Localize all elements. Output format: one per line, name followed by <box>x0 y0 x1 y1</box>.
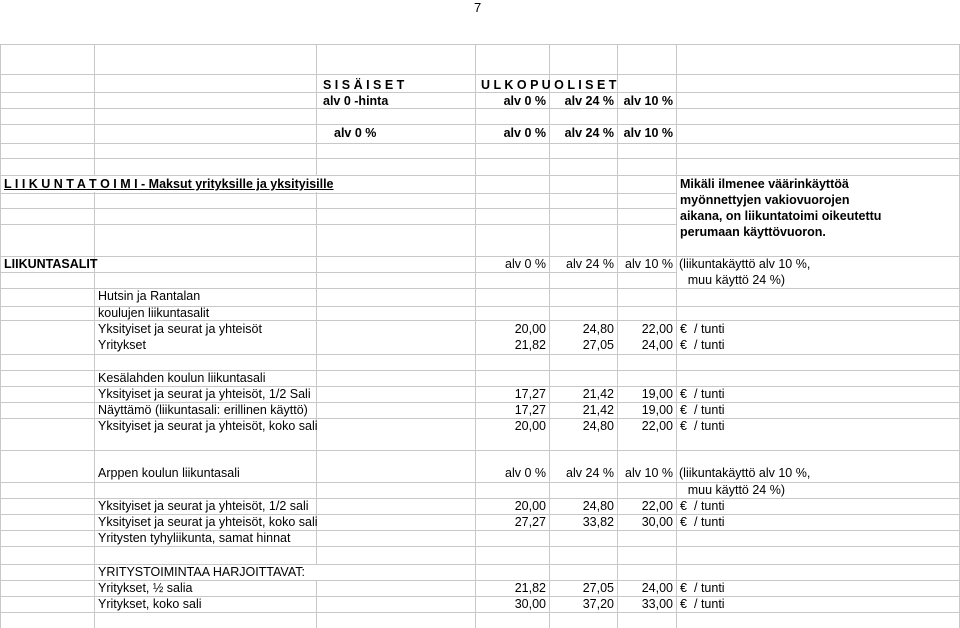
table-row-label: Yksityiset ja seurat ja yhteisöt, 1/2 Sali <box>98 387 311 401</box>
price-alv10: 22,00 <box>641 419 673 433</box>
header2-alv0: alv 0 % <box>503 126 546 140</box>
price-unit: / tunti <box>694 597 725 611</box>
price-alv10: 30,00 <box>641 515 673 529</box>
euro-icon: € <box>680 515 687 529</box>
price-alv0: 21,82 <box>514 581 546 595</box>
euro-icon: € <box>680 499 687 513</box>
header-ulkopuoliset: U L K O P U O L I S E T <box>481 78 617 92</box>
price-alv0: 20,00 <box>514 419 546 433</box>
section1-vat-note-1: (liikuntakäyttö alv 10 %, <box>679 257 811 271</box>
price-alv10: 33,00 <box>641 597 673 611</box>
table-row-label: Yksityiset ja seurat ja yhteisöt <box>98 322 262 336</box>
section1-subheading-1: Hutsin ja Rantalan <box>98 289 201 303</box>
euro-icon: € <box>680 338 687 352</box>
section3-vat-note-1: (liikuntakäyttö alv 10 %, <box>679 466 811 480</box>
price-alv24: 33,82 <box>582 515 614 529</box>
table-row-label: Yksityiset ja seurat ja yhteisöt, 1/2 sali <box>98 499 309 513</box>
price-unit: / tunti <box>694 515 725 529</box>
header-alv0-hinta: alv 0 -hinta <box>323 94 389 108</box>
price-unit: / tunti <box>694 322 725 336</box>
price-alv24: 21,42 <box>582 387 614 401</box>
section1-col-alv10: alv 10 % <box>625 257 673 271</box>
price-alv0: 17,27 <box>514 387 546 401</box>
price-alv24: 37,20 <box>582 597 614 611</box>
spreadsheet <box>0 44 960 628</box>
price-unit: / tunti <box>694 403 725 417</box>
header-alv10: alv 10 % <box>623 94 673 108</box>
section4-heading: YRITYSTOIMINTAA HARJOITTAVAT: <box>98 565 305 579</box>
note-line-1: Mikäli ilmenee väärinkäyttöä <box>680 177 849 191</box>
euro-icon: € <box>680 581 687 595</box>
euro-icon: € <box>680 597 687 611</box>
price-unit: / tunti <box>694 581 725 595</box>
header-alv24: alv 24 % <box>564 94 614 108</box>
section1-subheading-2: koulujen liikuntasalit <box>98 306 210 320</box>
section3-vat-note-2: muu käyttö 24 %) <box>687 483 785 497</box>
section3-footnote: Yritysten tyhyliikunta, samat hinnat <box>98 531 291 545</box>
price-alv24: 24,80 <box>582 419 614 433</box>
section1-col-alv0: alv 0 % <box>505 257 546 271</box>
page-title: L I I K U N T A T O I M I - Maksut yrityksille ja yksityisille <box>4 177 334 191</box>
section3-heading: Arppen koulun liikuntasali <box>98 466 240 480</box>
header2-alv0-internal: alv 0 % <box>334 126 377 140</box>
price-unit: / tunti <box>694 338 725 352</box>
euro-icon: € <box>680 387 687 401</box>
price-alv24: 24,80 <box>582 499 614 513</box>
table-row-label: Yritykset <box>98 338 146 352</box>
table-row-label: Yksityiset ja seurat ja yhteisöt, koko sali <box>98 419 318 433</box>
section2-heading: Kesälahden koulun liikuntasali <box>98 371 266 385</box>
price-alv24: 27,05 <box>582 338 614 352</box>
header2-alv10: alv 10 % <box>623 126 673 140</box>
euro-icon: € <box>680 322 687 336</box>
price-alv10: 24,00 <box>641 581 673 595</box>
page-number: 7 <box>474 0 482 15</box>
section3-col-alv24: alv 24 % <box>566 466 614 480</box>
section3-col-alv0: alv 0 % <box>505 466 546 480</box>
table-row-label: Yritykset, koko sali <box>98 597 202 611</box>
price-alv0: 20,00 <box>514 322 546 336</box>
price-unit: / tunti <box>694 499 725 513</box>
note-line-3: aikana, on liikuntatoimi oikeutettu <box>680 209 882 223</box>
price-alv10: 19,00 <box>641 387 673 401</box>
table-row-label: Yksityiset ja seurat ja yhteisöt, koko sali <box>98 515 318 529</box>
price-alv0: 21,82 <box>514 338 546 352</box>
euro-icon: € <box>680 419 687 433</box>
price-alv24: 24,80 <box>582 322 614 336</box>
price-alv10: 22,00 <box>641 322 673 336</box>
section3-col-alv10: alv 10 % <box>625 466 673 480</box>
table-row-label: Yritykset, ½ salia <box>98 581 193 595</box>
price-alv10: 24,00 <box>641 338 673 352</box>
price-alv10: 19,00 <box>641 403 673 417</box>
price-alv0: 27,27 <box>514 515 546 529</box>
header-sisaiset: S I S Ä I S E T <box>323 78 405 92</box>
euro-icon: € <box>680 403 687 417</box>
note-line-4: perumaan käyttövuoron. <box>680 225 826 239</box>
section1-col-alv24: alv 24 % <box>566 257 614 271</box>
price-alv10: 22,00 <box>641 499 673 513</box>
section1-heading: LIIKUNTASALIT <box>4 257 98 271</box>
header2-alv24: alv 24 % <box>564 126 614 140</box>
table-row-label: Näyttämö (liikuntasali: erillinen käyttö) <box>98 403 308 417</box>
section1-vat-note-2: muu käyttö 24 %) <box>687 273 785 287</box>
price-alv24: 21,42 <box>582 403 614 417</box>
note-line-2: myönnettyjen vakiovuorojen <box>680 193 850 207</box>
price-unit: / tunti <box>694 419 725 433</box>
price-alv0: 17,27 <box>514 403 546 417</box>
price-alv0: 30,00 <box>514 597 546 611</box>
price-alv24: 27,05 <box>582 581 614 595</box>
price-unit: / tunti <box>694 387 725 401</box>
header-alv0: alv 0 % <box>503 94 546 108</box>
price-alv0: 20,00 <box>514 499 546 513</box>
